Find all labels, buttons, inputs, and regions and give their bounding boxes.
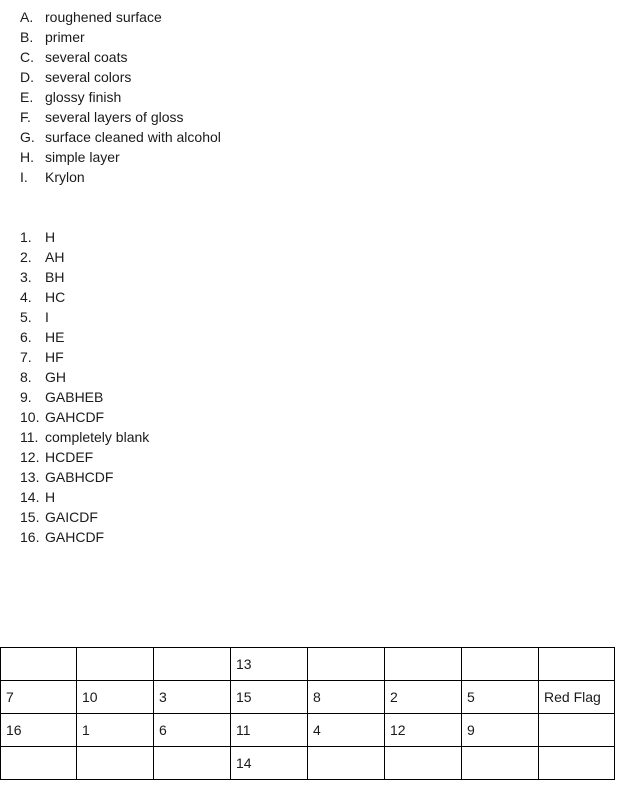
list-text: several colors <box>45 69 132 85</box>
table-cell <box>308 747 385 780</box>
table-cell <box>385 747 462 780</box>
list-text: I <box>45 309 49 325</box>
table-cell <box>154 747 231 780</box>
table-row <box>1 681 615 714</box>
list-text: GAHCDF <box>45 409 105 425</box>
list-text: GAICDF <box>45 509 98 525</box>
table-cell: Red Flag <box>539 681 615 714</box>
table-cell <box>77 648 154 681</box>
list-text: HF <box>45 349 64 365</box>
list-marker: 3. <box>20 269 32 285</box>
table-row <box>1 747 615 780</box>
list-marker: 15. <box>20 509 40 525</box>
list-text: completely blank <box>45 429 150 445</box>
table-cell: 12 <box>385 714 462 747</box>
table-cell: 4 <box>308 714 385 747</box>
table-cell: 7 <box>1 681 77 714</box>
list-marker: A. <box>20 9 34 25</box>
list-text: HC <box>45 289 66 305</box>
list-text: roughened surface <box>45 9 162 25</box>
table-cell: 11 <box>231 714 308 747</box>
table-cell <box>1 747 77 780</box>
list-marker: 7. <box>20 349 32 365</box>
list-text: GH <box>45 369 66 385</box>
list-marker: 4. <box>20 289 32 305</box>
list-marker: G. <box>20 129 35 145</box>
list-marker: 11. <box>20 429 39 445</box>
list-text: primer <box>45 29 85 45</box>
table-cell: 15 <box>231 681 308 714</box>
list-text: GABHEB <box>45 389 104 405</box>
table-cell: 2 <box>385 681 462 714</box>
list-text: AH <box>45 249 65 265</box>
table-cell: 10 <box>77 681 154 714</box>
list-marker: 9. <box>20 389 32 405</box>
list-marker: 8. <box>20 369 32 385</box>
table-cell <box>539 648 615 681</box>
table-row <box>1 648 615 681</box>
list-text: GAHCDF <box>45 529 105 545</box>
list-marker: H. <box>20 149 34 165</box>
table-cell <box>308 648 385 681</box>
list-marker: 5. <box>20 309 32 325</box>
table-cell <box>154 648 231 681</box>
list-marker: D. <box>20 69 34 85</box>
list-marker: 10. <box>20 409 40 425</box>
table-cell: 16 <box>1 714 77 747</box>
table-cell: 1 <box>77 714 154 747</box>
table-cell <box>462 648 539 681</box>
list-marker: I. <box>20 169 28 185</box>
table-cell <box>539 714 615 747</box>
table-cell <box>1 648 77 681</box>
list-marker: 14. <box>20 489 40 505</box>
list-marker: 6. <box>20 329 32 345</box>
list-text: HE <box>45 329 65 345</box>
list-marker: 12. <box>20 449 40 465</box>
list-marker: 2. <box>20 249 32 265</box>
list-text: glossy finish <box>45 89 122 105</box>
list-marker: F. <box>20 109 31 125</box>
list-text: GABHCDF <box>45 469 114 485</box>
list-marker: C. <box>20 49 34 65</box>
list-text: HCDEF <box>45 449 94 465</box>
list-text: simple layer <box>45 149 120 165</box>
table-cell: 14 <box>231 747 308 780</box>
list-text: surface cleaned with alcohol <box>45 129 221 145</box>
list-text: several coats <box>45 49 128 65</box>
table-cell <box>462 747 539 780</box>
list-text: H <box>45 489 56 505</box>
list-marker: 16. <box>20 529 40 545</box>
table-cell <box>385 648 462 681</box>
list-text: H <box>45 229 56 245</box>
table-cell: 6 <box>154 714 231 747</box>
list-text: BH <box>45 269 65 285</box>
table-cell: 5 <box>462 681 539 714</box>
list-marker: 13. <box>20 469 40 485</box>
list-text: several layers of gloss <box>45 109 184 125</box>
table-cell <box>539 747 615 780</box>
list-text: Krylon <box>45 169 85 185</box>
grid-table <box>0 647 615 780</box>
table-row <box>1 714 615 747</box>
table-cell: 3 <box>154 681 231 714</box>
table-cell: 13 <box>231 648 308 681</box>
table-cell: 8 <box>308 681 385 714</box>
table-cell: 9 <box>462 714 539 747</box>
list-marker: B. <box>20 29 34 45</box>
list-marker: E. <box>20 89 34 105</box>
list-marker: 1. <box>20 229 32 245</box>
table-cell <box>77 747 154 780</box>
